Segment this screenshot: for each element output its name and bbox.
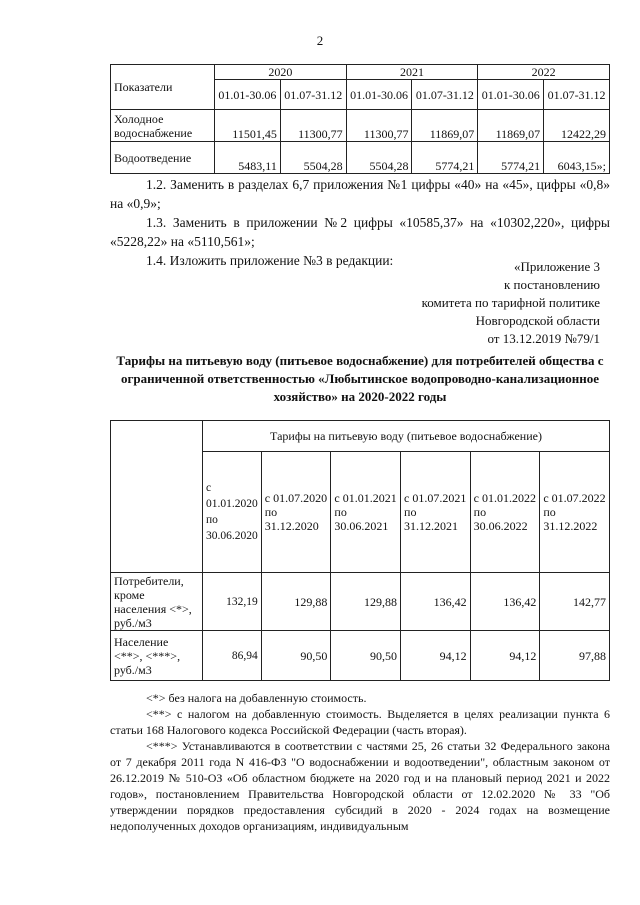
row-label: Водоотведение <box>111 142 215 174</box>
appendix-line: «Приложение 3 <box>513 259 600 274</box>
value-cell: 11501,45 <box>215 110 281 142</box>
year-header: 2021 <box>346 65 478 80</box>
value-cell: 90,50 <box>331 631 401 681</box>
period-header: с 01.07.2022 по 31.12.2022 <box>540 452 610 573</box>
value-cell: 94,12 <box>401 631 471 681</box>
footnote: <***> Устанавливаются в соответствии с частями 25, 26 статьи 32 Федерального закона от 7 декабря 2011 года N 416-ФЗ "О водоснабжении и водоотведении", областным законом от 26.12.2019 № 510-ОЗ «Об областном бюджете на 2020 год и на плановый период 2021 и 2022 годов», постановлением Правительства Новгородской области от 12.02.2020 № 33 "Об утверждении порядков предоставления субсидий в 2020 - 2024 годах на возмещение недополученных доходов организациям, индивидуальным <box>110 739 610 833</box>
period-header: 01.07-31.12 <box>544 80 610 110</box>
row-label: Население <**>, <***>, руб./м3 <box>111 631 203 681</box>
table-row <box>111 110 610 142</box>
period-header: с 01.01.2022 по 30.06.2022 <box>470 452 540 573</box>
period-header: с 01.01.2021 по 30.06.2021 <box>331 452 401 573</box>
value-cell: 132,19 <box>203 573 262 631</box>
row-label: Холодное водоснабжение <box>111 110 215 142</box>
appendix-line: Новгородской области <box>475 313 600 328</box>
value-cell: 129,88 <box>331 573 401 631</box>
period-header: 01.01-30.06 <box>478 80 544 110</box>
body-paragraphs <box>110 175 610 270</box>
appendix-line: от 13.12.2019 №79/1 <box>487 331 600 346</box>
document-title: Тарифы на питьевую воду (питьевое водоснабжение) для потребителей общества с ограниченной ответственностью «Любытинское водопроводно-канализационное хозяйство» на 2020-2022 годы <box>116 353 604 404</box>
value-cell: 6043,15»; <box>544 142 610 174</box>
appendix-line: к постановлению <box>503 277 600 292</box>
indicator-header: Показатели <box>111 65 215 110</box>
value-cell: 86,94 <box>203 631 262 681</box>
empty-header-cell <box>111 421 203 573</box>
value-cell: 5483,11 <box>215 142 281 174</box>
row-label: Потребители, кроме населения <*>, руб./м3 <box>111 573 203 631</box>
appendix-line: комитета по тарифной политике <box>421 295 600 310</box>
value-cell: 136,42 <box>470 573 540 631</box>
year-header: 2020 <box>215 65 347 80</box>
paragraph: 1.4. Изложить приложение №3 в редакции: <box>146 253 394 268</box>
period-header: с 01.01.2020 по 30.06.2020 <box>203 452 262 573</box>
year-header: 2022 <box>478 65 610 80</box>
value-cell: 136,42 <box>401 573 471 631</box>
value-cell: 11300,77 <box>280 110 346 142</box>
period-header: с 01.07.2021 по 31.12.2021 <box>401 452 471 573</box>
period-header: 01.07-31.12 <box>280 80 346 110</box>
tariffs-table <box>110 420 610 681</box>
value-cell: 5504,28 <box>280 142 346 174</box>
value-cell: 97,88 <box>540 631 610 681</box>
value-cell: 5504,28 <box>346 142 412 174</box>
tariffs-header: Тарифы на питьевую воду (питьевое водоснабжение) <box>203 421 610 452</box>
page-number: 2 <box>316 33 324 48</box>
period-header: 01.07-31.12 <box>412 80 478 110</box>
value-cell: 5774,21 <box>478 142 544 174</box>
footnote: <*> без налога на добавленную стоимость. <box>146 691 367 705</box>
value-cell: 12422,29 <box>544 110 610 142</box>
value-cell: 11869,07 <box>478 110 544 142</box>
period-header: с 01.07.2020 по 31.12.2020 <box>261 452 331 573</box>
value-cell: 129,88 <box>261 573 331 631</box>
paragraph: 1.2. Заменить в разделах 6,7 приложения №1 цифры «40» на «45», цифры «0,8» на «0,9»; <box>110 177 610 211</box>
value-cell: 11300,77 <box>346 110 412 142</box>
table-row <box>111 142 610 174</box>
table-row <box>111 631 610 681</box>
value-cell: 90,50 <box>261 631 331 681</box>
appendix-reference <box>380 258 600 348</box>
footnotes <box>110 690 610 834</box>
table-row <box>111 573 610 631</box>
value-cell: 142,77 <box>540 573 610 631</box>
period-header: 01.01-30.06 <box>215 80 281 110</box>
value-cell: 94,12 <box>470 631 540 681</box>
period-header: 01.01-30.06 <box>346 80 412 110</box>
value-cell: 11869,07 <box>412 110 478 142</box>
value-cell: 5774,21 <box>412 142 478 174</box>
paragraph: 1.3. Заменить в приложении №2 цифры «10585,37» на «10302,220», цифры «5228,22» на «5110,561»; <box>110 215 610 249</box>
footnote: <**> с налогом на добавленную стоимость. Выделяется в целях реализации пункта 6 статьи 168 Налогового кодекса Российской Федерации (часть вторая). <box>110 707 610 737</box>
tariff-change-table <box>110 64 610 174</box>
